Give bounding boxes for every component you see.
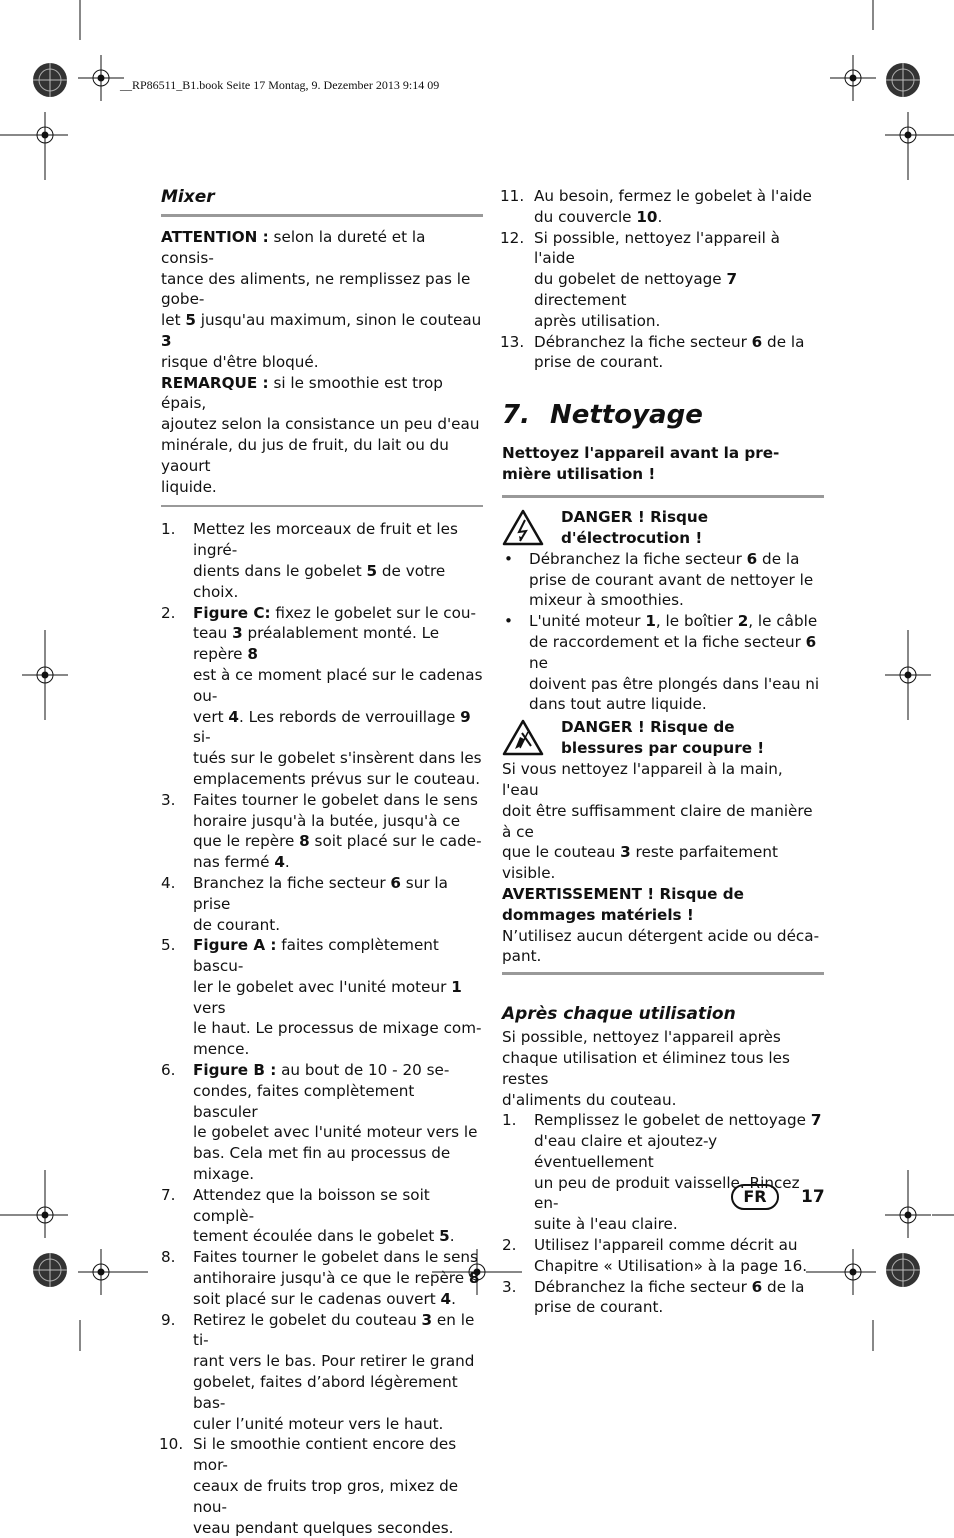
text: suite à l'eau claire. [534, 1215, 678, 1234]
text: directement [534, 290, 627, 309]
list-item [161, 873, 483, 935]
text: Si le smoothie contient encore des mor- [193, 1435, 457, 1475]
text: ceaux de fruits trop gros, mixez de nou- [193, 1477, 459, 1516]
text: un peu de produit vaisselle. Rincez en- [534, 1173, 800, 1213]
item-number: 10. [159, 1435, 184, 1454]
text: tement écoulée dans le gobelet [193, 1227, 440, 1246]
list-item [502, 1277, 824, 1319]
text: vers [193, 998, 226, 1017]
text: . Les rebords de verrouillage [238, 707, 461, 726]
list-item [161, 519, 483, 602]
chapter-heading [502, 399, 824, 431]
text: DANGER ! Risque de [561, 718, 735, 737]
text: , le boîtier [655, 612, 738, 631]
text: du gobelet de nettoyage [534, 270, 727, 289]
figure-label: Figure C: [193, 603, 271, 622]
text: tués sur le gobelet s'insèrent dans les [193, 749, 482, 768]
text: tance des aliments, ne remplissez pas le gobe- [161, 269, 471, 309]
text: Débranchez la fiche secteur [534, 1277, 752, 1296]
after-use-steps [502, 1110, 824, 1318]
text: le gobelet avec l'unité moteur vers le [193, 1123, 478, 1142]
text: doivent pas être plongés dans l'eau ni [529, 674, 820, 693]
language-badge: FR [731, 1184, 779, 1210]
remarque-label: REMARQUE : [161, 373, 269, 392]
text: Chapitre « Utilisation» à la page 16. [534, 1256, 808, 1275]
ref-number: 2 [737, 612, 749, 631]
color-target-icon [886, 63, 920, 97]
ref-number: 3 [620, 843, 631, 862]
list-item [502, 228, 824, 332]
text: Débranchez la fiche secteur [534, 332, 752, 351]
text: condes, faites complètement basculer [193, 1081, 415, 1121]
item-number: 6. [161, 1061, 176, 1080]
crosshair-registration-icon [830, 55, 876, 101]
text: de la [762, 332, 805, 351]
list-item [161, 603, 483, 790]
text: Retirez le gobelet du couteau [193, 1310, 422, 1329]
text: risque d'être bloqué. [161, 352, 319, 371]
list-item [502, 611, 824, 715]
ref-number: 5 [366, 561, 378, 580]
danger-cut-text [502, 759, 824, 884]
text: dommages matériels ! [502, 905, 694, 924]
text: après utilisation. [534, 311, 661, 330]
text: de raccordement et la fiche secteur [529, 632, 806, 651]
text: emplacements prévus sur le couteau. [193, 769, 481, 788]
text: fixez le gobelet sur le cou- [270, 603, 477, 622]
ref-number: 6 [751, 1277, 763, 1296]
text: ajoutez selon la consistance un peu d'eau [161, 415, 480, 434]
text: de courant. [193, 915, 281, 934]
cleaning-bullets [502, 549, 824, 715]
text: mixeur à smoothies. [529, 591, 684, 610]
text: mière utilisation ! [502, 464, 656, 483]
chapter-number: 7. [502, 400, 530, 431]
text: de la [762, 1277, 805, 1296]
item-number: 12. [500, 228, 525, 247]
color-target-icon [33, 63, 67, 97]
page-number: 17 [801, 1187, 825, 1207]
item-number: 4. [161, 873, 176, 892]
text: au bout de 10 - 20 se- [276, 1061, 450, 1080]
note-box [161, 217, 483, 505]
text: faites complètement bascu- [193, 936, 439, 976]
text: Nettoyez l'appareil avant la pre- [502, 444, 780, 463]
text: Au besoin, fermez le gobelet à l'aide [534, 187, 812, 205]
list-item [161, 1060, 483, 1185]
text: mence. [193, 1040, 250, 1059]
after-use-text [502, 1027, 824, 1110]
text: en le ti- [193, 1310, 475, 1350]
page-footer [731, 1184, 825, 1210]
text: horaire jusqu'à la butée, jusqu'à ce [193, 811, 461, 830]
lightning-warning-icon [502, 509, 544, 546]
bullet-icon: • [504, 612, 513, 631]
text: Faites tourner le gobelet dans le sens [193, 1248, 478, 1267]
text: de votre choix. [193, 561, 446, 601]
text: Mettez les morceaux de fruit et les ingré- [193, 520, 458, 560]
text: bas. Cela met fin au processus de [193, 1144, 451, 1163]
ref-number: 6 [390, 873, 401, 892]
text: L'unité moteur [529, 612, 646, 631]
list-item [502, 1235, 824, 1277]
attention-note [161, 227, 483, 373]
list-item [161, 790, 483, 873]
list-item [161, 935, 483, 1060]
text: reste parfaitement visible. [502, 843, 778, 883]
text: liquide. [161, 477, 217, 496]
warning-text [502, 926, 824, 968]
item-number: 2. [502, 1236, 517, 1255]
crosshair-registration-icon [22, 112, 68, 180]
text: prise de courant. [534, 1298, 664, 1317]
text: d'eau claire et ajoutez-y éventuellement [534, 1132, 718, 1171]
text: d'électrocution ! [561, 528, 703, 547]
text: jusqu'au maximum, sinon le couteau [195, 311, 482, 330]
right-column [502, 186, 824, 1318]
color-target-icon [33, 1253, 67, 1287]
text: AVERTISSEMENT ! Risque de [502, 884, 744, 903]
ref-number: 1 [451, 977, 462, 996]
chapter-title: Nettoyage [550, 400, 703, 431]
text: pant. [502, 947, 542, 966]
item-number: 7. [161, 1185, 176, 1204]
ref-number: 8 [247, 645, 258, 664]
text: teau [193, 624, 233, 643]
item-number: 3. [502, 1277, 517, 1296]
text: rant vers le bas. Pour retirer le grand [193, 1352, 475, 1371]
text: soit placé sur le cade- [309, 832, 482, 851]
item-number: 5. [161, 936, 176, 955]
ref-number: 6 [746, 549, 758, 568]
ref-number: 6 [805, 632, 817, 651]
text: dients dans le gobelet [193, 561, 367, 580]
text: de la [757, 549, 800, 568]
text: d'aliments du couteau. [502, 1090, 677, 1109]
text: culer l’unité moteur vers le haut. [193, 1414, 444, 1433]
crosshair-registration-icon [885, 112, 931, 180]
bullet-icon: • [504, 549, 513, 568]
text: . [449, 1227, 455, 1246]
text: let [161, 311, 186, 330]
text: . [284, 853, 290, 872]
left-column [161, 186, 483, 1538]
text: Faites tourner le gobelet dans le sens [193, 790, 478, 809]
text: que le couteau [502, 843, 621, 862]
figure-label: Figure B : [193, 1061, 277, 1080]
item-number: 2. [161, 603, 176, 622]
text: vert [193, 707, 229, 726]
text: Branchez la fiche secteur [193, 873, 391, 892]
ref-number: 1 [645, 612, 656, 631]
text: Débranchez la fiche secteur [529, 549, 747, 568]
text: blessures par coupure ! [561, 738, 765, 757]
item-number: 8. [161, 1248, 176, 1267]
crosshair-registration-icon [78, 1249, 148, 1295]
text: . [657, 207, 663, 226]
ref-number: 4 [274, 853, 285, 872]
text: dans tout autre liquide. [529, 695, 707, 714]
text: chaque utilisation et éliminez tous les restes [502, 1048, 790, 1088]
cut-hand-warning-icon [502, 719, 544, 756]
ref-number: 3 [232, 624, 243, 643]
ref-number: 7 [810, 1111, 822, 1130]
text: préalablement monté. Le repère [193, 624, 440, 664]
list-item [161, 1310, 483, 1435]
text: minérale, du jus de fruit, du lait ou du yaourt [161, 435, 449, 475]
list-item [161, 1434, 483, 1538]
text: nas fermé [193, 853, 275, 872]
text: DANGER ! Risque [561, 507, 709, 526]
print-header: __RP86511_B1.book Seite 17 Montag, 9. Dezember 2013 9:14 09 [120, 78, 440, 92]
text: N’utilisez aucun détergent acide ou déca- [502, 926, 820, 945]
ref-number: 6 [751, 332, 763, 351]
text: Si possible, nettoyez l'appareil à l'aide [534, 228, 780, 268]
text: antihoraire jusqu'à ce que le repère [193, 1269, 469, 1288]
text: gobelet, faites d’abord légèrement bas- [193, 1373, 458, 1412]
figure-label: Figure A : [193, 936, 277, 955]
list-item [161, 1185, 483, 1247]
text: doit être suffisamment claire de manière à ce [502, 801, 813, 841]
ref-number: 9 [460, 707, 471, 726]
color-target-icon [886, 1253, 920, 1287]
list-item [502, 549, 824, 611]
text: le haut. Le processus de mixage com- [193, 1019, 482, 1038]
text: Remplissez le gobelet de nettoyage [534, 1111, 811, 1130]
danger-electrocution [502, 507, 824, 549]
item-number: 13. [500, 332, 525, 351]
text: est à ce moment placé sur le cadenas ou- [193, 665, 483, 705]
item-number: 11. [500, 187, 525, 205]
item-number: 3. [161, 790, 176, 809]
list-item [502, 186, 824, 228]
warning-title [502, 884, 824, 926]
text: Si vous nettoyez l'appareil à la main, l'eau [502, 760, 783, 799]
crosshair-registration-icon [22, 1170, 68, 1238]
ref-number: 5 [439, 1227, 450, 1246]
list-item [502, 332, 824, 374]
text: prise de courant avant de nettoyer le [529, 570, 814, 589]
text: prise de courant. [534, 353, 664, 372]
section-title-after-use: Après chaque utilisation [502, 1004, 736, 1025]
ref-number: 7 [726, 270, 738, 289]
text: ler le gobelet avec l'unité moteur [193, 977, 452, 996]
ref-number: 10 [636, 207, 658, 226]
text: Attendez que la boisson se soit complè- [193, 1185, 430, 1225]
ref-number: 3 [421, 1310, 433, 1329]
ref-number: 8 [468, 1269, 480, 1288]
text: mixage. [193, 1165, 255, 1184]
ref-number: 5 [185, 311, 196, 330]
crosshair-registration-icon [22, 630, 68, 720]
danger-cut [502, 717, 824, 759]
text: que le repère [193, 832, 300, 851]
danger-title [561, 717, 824, 759]
crosshair-registration-icon [885, 630, 931, 720]
text: sur la prise [193, 873, 448, 913]
remarque-note [161, 373, 483, 498]
section-title-mixer: Mixer [161, 187, 215, 207]
crosshair-registration-icon [78, 55, 124, 101]
item-number: 1. [161, 520, 176, 539]
ref-number: 4 [228, 707, 239, 726]
ref-number: 8 [299, 832, 310, 851]
text: si- [193, 728, 211, 747]
intro-note [502, 443, 824, 485]
text: veau pendant quelques secondes. [193, 1518, 454, 1537]
text: , le câble [748, 612, 818, 631]
text: . [451, 1289, 456, 1308]
text: du couvercle [534, 207, 637, 226]
text: selon la dureté et la consis- [161, 228, 426, 267]
list-item [502, 1110, 824, 1235]
mixer-steps-list [161, 519, 483, 1538]
mixer-steps-continued [502, 186, 824, 373]
ref-number: 4 [440, 1289, 452, 1308]
crosshair-registration-icon [885, 1170, 931, 1238]
ref-number: 3 [161, 331, 172, 350]
text: Si possible, nettoyez l'appareil après [502, 1028, 781, 1047]
text: Utilisez l'appareil comme décrit au [534, 1236, 798, 1255]
list-item [161, 1247, 483, 1309]
text: si le smoothie est trop épais, [161, 373, 443, 413]
attention-label: ATTENTION : [161, 228, 269, 246]
text: ne [529, 653, 548, 672]
item-number: 1. [502, 1111, 517, 1130]
item-number: 9. [161, 1310, 176, 1329]
text: soit placé sur le cadenas ouvert [193, 1289, 441, 1308]
danger-title [561, 507, 824, 549]
